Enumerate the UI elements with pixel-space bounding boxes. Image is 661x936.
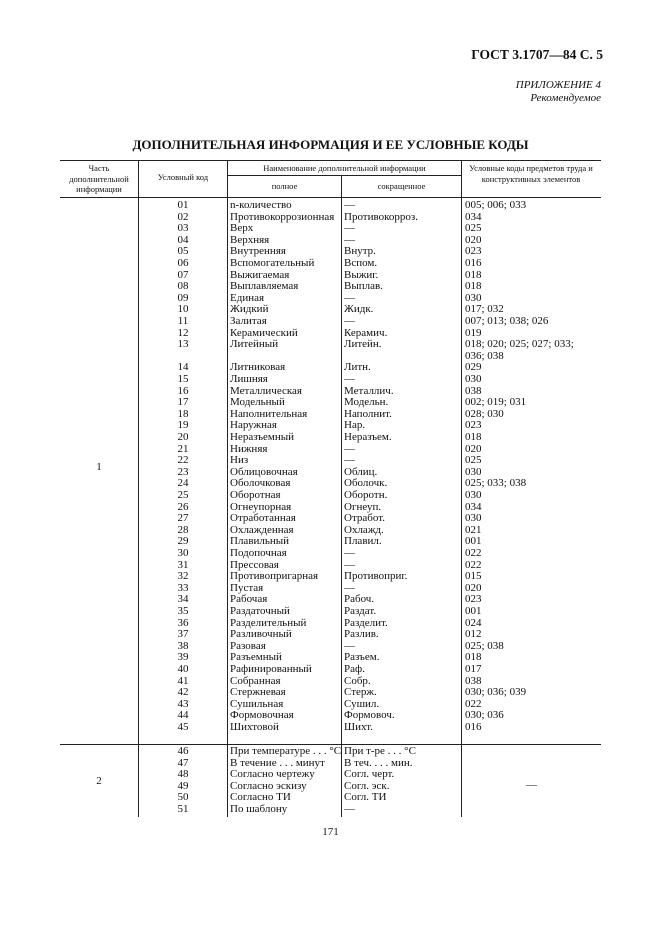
row-code: 38 (177, 639, 189, 652)
row-full-name: Залитая (230, 315, 267, 327)
row-subject-codes: 025; 033; 038 (465, 477, 527, 490)
row-full-name: Согласно эскизу (230, 779, 307, 792)
codes-table (60, 160, 601, 817)
document-id: ГОСТ 3.1707—84 С. 5 (471, 47, 603, 62)
row-code: 04 (177, 233, 189, 246)
row-code: 47 (177, 756, 189, 769)
row-subject-codes: 007; 013; 038; 026 (465, 315, 549, 327)
row-short-name: — (344, 581, 355, 594)
row-short-name: Согл. черт. (344, 768, 395, 781)
row-full-name: Оболочковая (230, 477, 291, 490)
row-code: 27 (177, 512, 189, 525)
row-subject-codes: 012 (465, 628, 482, 641)
row-subject-codes: 019 (465, 326, 482, 339)
row-subject-codes: 020 (465, 442, 482, 455)
row-short-name: Разъем. (344, 651, 380, 664)
row-code: 29 (177, 535, 189, 548)
header-code: Условный код (157, 172, 209, 182)
row-full-name: Единая (230, 291, 265, 304)
row-short-name: — (344, 233, 355, 246)
row-subject-codes: 018; 020; 025; 027; 033; (465, 338, 574, 351)
row-subject-codes: 022 (465, 558, 482, 571)
appendix-number: ПРИЛОЖЕНИЕ 4 (515, 79, 601, 91)
row-subject-codes: 016 (465, 257, 482, 269)
row-full-name: Верх (230, 222, 254, 235)
row-subject-codes: 017; 032 (465, 303, 504, 316)
row-code: 42 (177, 686, 189, 699)
row-short-name: Нар. (344, 419, 366, 432)
col-divider-4 (461, 160, 462, 817)
row-subject-codes: 025; 038 (465, 639, 504, 652)
row-code: 35 (177, 605, 189, 617)
row-code: 50 (177, 791, 189, 804)
row-full-name: Подопочная (230, 547, 287, 559)
row-subject-codes: 023 (465, 593, 482, 606)
row-subject-codes: 016 (465, 721, 482, 733)
row-full-name: Раздаточный (230, 605, 290, 617)
appendix-status: Рекомендуемое (530, 92, 601, 104)
row-short-name: Рабоч. (344, 593, 375, 606)
header-short: сокращенное (377, 181, 426, 191)
row-code: 49 (177, 779, 189, 792)
row-full-name: Согласно ТИ (230, 791, 291, 804)
page-title: ДОПОЛНИТЕЛЬНАЯ ИНФОРМАЦИЯ И ЕЕ УСЛОВНЫЕ КОДЫ (132, 137, 529, 152)
row-full-name: Облицовочная (230, 465, 298, 478)
row-short-name: Облиц. (344, 465, 378, 478)
row-full-name: Неразъемный (230, 431, 295, 443)
row-subject-codes: 001 (465, 535, 482, 548)
row-full-name: Наружная (230, 419, 277, 432)
row-full-name: Собранная (230, 674, 281, 687)
table-top-rule (60, 160, 601, 161)
row-code: 12 (177, 326, 189, 339)
row-code: 41 (177, 674, 189, 687)
header-part: Часть дополнительной информации (69, 163, 129, 194)
row-short-name: — (344, 803, 355, 815)
row-short-name: Внутр. (344, 245, 376, 258)
row-full-name: По шаблону (230, 803, 288, 815)
row-code: 36 (177, 616, 189, 629)
row-short-name: Неразъем. (344, 431, 392, 443)
row-short-name: Жидк. (344, 303, 374, 316)
row-code: 18 (177, 407, 189, 420)
row-short-name: Разлив. (344, 628, 379, 641)
row-code: 17 (177, 396, 189, 409)
row-full-name: Стержневая (230, 686, 286, 699)
row-subject-codes: 018 (465, 280, 482, 293)
row-code: 28 (177, 523, 189, 536)
row-short-name: Собр. (344, 674, 371, 687)
row-code: 45 (177, 721, 189, 733)
row-short-name: Литн. (344, 361, 371, 374)
row-full-name: Литниковая (230, 361, 286, 374)
row-subject-codes: 034 (465, 210, 482, 223)
row-subject-codes-cont: 036; 038 (465, 349, 504, 362)
row-subject-codes: 030; 036; 039 (465, 686, 527, 699)
row-subject-codes: 034 (465, 500, 482, 513)
row-subject-codes: 030 (465, 291, 482, 304)
row-code: 01 (177, 199, 189, 211)
row-full-name: Шихтовой (230, 721, 279, 733)
row-subject-codes: 018 (465, 431, 482, 443)
row-code: 24 (177, 477, 189, 490)
row-subject-codes: 018 (465, 651, 482, 664)
row-subject-codes: 029 (465, 361, 482, 374)
row-short-name: Огнеуп. (344, 500, 382, 513)
row-subject-codes: 005; 006; 033 (465, 199, 527, 211)
row-code: 46 (177, 745, 189, 757)
col-divider-2 (227, 160, 228, 817)
row-subject-codes: 038 (465, 674, 482, 687)
row-short-name: — (344, 547, 355, 559)
row-full-name: Формовочная (230, 709, 294, 722)
row-full-name: Рабочая (230, 593, 268, 606)
row-full-name: Рафинированный (230, 663, 312, 675)
col-divider-3 (341, 175, 342, 817)
row-code: 37 (177, 628, 189, 641)
row-code: 26 (177, 500, 189, 513)
row-code: 40 (177, 663, 189, 675)
row-full-name: Вспомогательный (230, 257, 315, 269)
row-full-name: При температуре . . . °C (230, 745, 342, 757)
row-subject-codes: 017 (465, 663, 482, 675)
row-short-name: Раф. (344, 663, 365, 675)
row-full-name: Верхняя (230, 233, 270, 246)
header-full: полное (271, 181, 298, 191)
row-short-name: Шихт. (344, 721, 373, 733)
row-code: 13 (177, 338, 189, 351)
row-short-name: В теч. . . . мин. (344, 756, 413, 769)
row-full-name: Оборотная (230, 489, 281, 501)
row-short-name: Плавил. (344, 535, 382, 548)
row-code: 15 (177, 373, 189, 385)
row-full-name: Противопригарная (230, 570, 319, 583)
row-subject-codes: 024 (465, 616, 482, 629)
row-subject-codes: 030 (465, 489, 482, 501)
row-full-name: Пустая (230, 581, 264, 594)
row-code: 21 (177, 442, 189, 455)
row-code: 23 (177, 465, 189, 478)
row-short-name: При т-ре . . . °C (344, 745, 416, 757)
row-short-name: Согл. эск. (344, 779, 390, 792)
row-short-name: Модельн. (344, 396, 389, 409)
row-code: 08 (177, 280, 189, 293)
row-code: 11 (177, 315, 189, 327)
row-full-name: В течение . . . минут (230, 756, 325, 769)
part-subject-codes: — (526, 778, 537, 791)
row-subject-codes: 020 (465, 581, 482, 594)
row-code: 33 (177, 581, 189, 594)
row-code: 25 (177, 489, 189, 501)
row-subject-codes: 023 (465, 245, 482, 258)
row-full-name: Керамический (230, 326, 298, 339)
row-subject-codes: 022 (465, 547, 482, 559)
row-subject-codes: 023 (465, 419, 482, 432)
row-full-name: Литейный (230, 338, 279, 351)
row-full-name: Разделительный (230, 616, 307, 629)
row-code: 44 (177, 709, 189, 722)
row-full-name: Плавильный (230, 535, 290, 548)
row-short-name: Металлич. (344, 384, 394, 397)
row-short-name: Противокорроз. (344, 210, 418, 223)
page-number: 171 (322, 826, 339, 838)
row-short-name: — (344, 639, 355, 652)
row-full-name: Охлажденная (230, 523, 294, 536)
row-code: 19 (177, 419, 189, 432)
row-subject-codes: 020 (465, 233, 482, 246)
row-short-name: — (344, 291, 355, 304)
row-short-name: Выплав. (344, 280, 383, 293)
row-full-name: Металлическая (230, 384, 302, 397)
row-short-name: Стерж. (344, 686, 377, 699)
row-short-name: — (344, 222, 355, 235)
row-short-name: Литейн. (344, 338, 382, 351)
row-full-name: Разъемный (230, 651, 282, 664)
row-short-name: Вспом. (344, 257, 378, 269)
row-code: 43 (177, 697, 189, 710)
row-subject-codes: 030; 036 (465, 709, 504, 722)
row-subject-codes: 018 (465, 268, 482, 281)
row-short-name: Выжиг. (344, 268, 379, 281)
row-code: 32 (177, 570, 189, 583)
row-code: 31 (177, 558, 189, 571)
row-full-name: Выплавляемая (230, 280, 299, 293)
row-full-name: Низ (230, 454, 249, 467)
row-full-name: Прессовая (230, 558, 279, 571)
row-subject-codes: 015 (465, 570, 482, 583)
row-subject-codes: 021 (465, 523, 482, 536)
row-full-name: Сушильная (230, 697, 284, 710)
row-code: 14 (177, 361, 189, 374)
row-short-name: — (344, 315, 355, 327)
row-full-name: Огнеупорная (230, 500, 292, 513)
row-short-name: Охлажд. (344, 523, 384, 536)
row-subject-codes: 030 (465, 465, 482, 478)
header-subrule (227, 175, 461, 176)
row-subject-codes: 025 (465, 454, 482, 467)
row-short-name: Согл. ТИ (344, 791, 387, 804)
row-code: 09 (177, 291, 189, 304)
row-full-name: Выжигаемая (230, 268, 290, 281)
row-full-name: Жидкий (230, 303, 269, 316)
row-full-name: Лишняя (230, 373, 268, 385)
header-subject-codes: Условные коды предметов труда и конструктивных элементов (469, 163, 593, 184)
row-short-name: Противоприг. (344, 570, 408, 583)
row-code: 05 (177, 245, 189, 258)
row-code: 48 (177, 768, 189, 781)
row-full-name: n-количество (230, 199, 292, 211)
row-subject-codes: 025 (465, 222, 482, 235)
row-subject-codes: 030 (465, 373, 482, 385)
row-subject-codes: 028; 030 (465, 407, 504, 420)
row-subject-codes: 001 (465, 605, 482, 617)
row-short-name: — (344, 558, 355, 571)
row-full-name: Разливочный (230, 628, 292, 641)
row-full-name: Согласно чертежу (230, 768, 315, 781)
row-subject-codes: 002; 019; 031 (465, 396, 527, 409)
row-full-name: Нижняя (230, 442, 268, 455)
part-number: 2 (96, 774, 102, 787)
row-short-name: Оборотн. (344, 489, 388, 501)
row-subject-codes: 022 (465, 697, 482, 710)
row-short-name: — (344, 454, 355, 467)
row-code: 34 (177, 593, 189, 606)
row-full-name: Разовая (230, 639, 266, 652)
row-short-name: — (344, 373, 355, 385)
part-number: 1 (96, 460, 102, 473)
row-full-name: Отработанная (230, 512, 296, 525)
row-short-name: Формовоч. (344, 709, 395, 722)
row-short-name: — (344, 199, 355, 211)
row-short-name: Керамич. (344, 326, 388, 339)
row-short-name: Раздат. (344, 605, 377, 617)
row-short-name: Отработ. (344, 512, 385, 525)
row-subject-codes: 038 (465, 384, 482, 397)
row-code: 07 (177, 268, 189, 281)
row-code: 06 (177, 257, 189, 269)
row-full-name: Модельный (230, 396, 285, 409)
row-code: 22 (177, 454, 189, 467)
row-full-name: Противокоррозионная (230, 210, 335, 223)
header-bottom-rule (60, 197, 601, 198)
row-code: 30 (177, 547, 189, 559)
row-code: 51 (177, 803, 189, 815)
row-short-name: Оболочк. (344, 477, 388, 490)
row-short-name: Сушил. (344, 697, 380, 710)
row-subject-codes: 030 (465, 512, 482, 525)
row-short-name: Разделит. (344, 616, 388, 629)
row-full-name: Внутренняя (230, 245, 286, 258)
row-short-name: Наполнит. (344, 407, 392, 420)
row-code: 02 (177, 210, 189, 223)
row-code: 03 (177, 222, 189, 235)
appendix-label (516, 79, 601, 105)
row-full-name: Наполнительная (230, 407, 308, 420)
row-code: 10 (177, 303, 189, 316)
row-code: 16 (177, 384, 189, 397)
row-short-name: — (344, 442, 355, 455)
header-name-group: Наименование дополнительной информации (263, 163, 426, 173)
row-code: 20 (177, 431, 189, 443)
row-code: 39 (177, 651, 189, 664)
